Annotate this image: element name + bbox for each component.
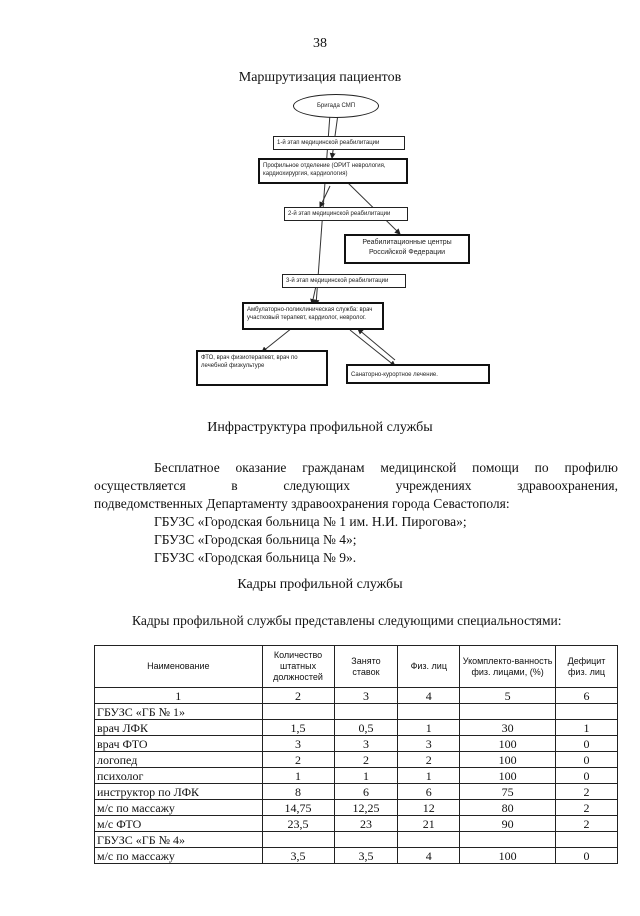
table-cell: 2 [262, 688, 334, 704]
staff-intro: Кадры профильной службы представлены следующими специальностями: [132, 613, 562, 628]
table-cell: 8 [262, 784, 334, 800]
table-cell-empty [398, 832, 460, 848]
node-outpatient: Амбулаторно-поликлиническая служба: врач участковый терапевт, кардиолог, невролог. [242, 302, 384, 330]
table-cell: 1 [262, 768, 334, 784]
table-cell: 4 [398, 688, 460, 704]
infrastructure-line-1: Бесплатное оказание гражданам медицинской помощи по профилю [154, 460, 618, 475]
table-cell-empty [262, 832, 334, 848]
node-rehab-centers: Реабилитационные центры Российской Федерации [344, 234, 470, 264]
node-stage1: 1-й этап медицинской реабилитации [273, 136, 405, 150]
table-cell: 0 [556, 736, 618, 752]
connector-outpatient-fto [262, 328, 292, 352]
node-fto: ФТО, врач физиотерапевт, врач по лечебной физкультуре [196, 350, 328, 386]
table-cell: 80 [460, 800, 556, 816]
hospital-item-3: ГБУЗС «Городская больница № 9». [154, 550, 357, 565]
table-cell: инструктор по ЛФК [95, 784, 263, 800]
table-cell-empty [460, 832, 556, 848]
table-row [95, 784, 618, 800]
table-cell-empty [556, 832, 618, 848]
table-cell: 100 [460, 752, 556, 768]
table-cell: 1 [398, 720, 460, 736]
table-cell: 0 [556, 752, 618, 768]
table-cell: 90 [460, 816, 556, 832]
hospital-item-2: ГБУЗС «Городская больница № 4»; [154, 532, 357, 547]
table-cell-empty [334, 704, 398, 720]
group-name: ГБУЗС «ГБ № 1» [95, 704, 263, 720]
table-cell: 12 [398, 800, 460, 816]
table-cell: 100 [460, 736, 556, 752]
table-cell: 5 [460, 688, 556, 704]
table-cell: 12,25 [334, 800, 398, 816]
node-sanatorium: Санаторно-курортное лечение. [346, 364, 490, 384]
table-cell: 30 [460, 720, 556, 736]
table-cell: 2 [556, 784, 618, 800]
column-number-row [95, 688, 618, 704]
table-cell: 1 [95, 688, 263, 704]
table-cell: 1 [334, 768, 398, 784]
table-cell: 2 [556, 816, 618, 832]
table-cell-empty [398, 704, 460, 720]
col-header-occupied: Занято ставок [334, 646, 398, 688]
diagram-title: Маршрутизация пациентов [238, 70, 402, 85]
col-header-positions: Количество штатных должностей [262, 646, 334, 688]
table-cell: м/с ФТО [95, 816, 263, 832]
table-cell: 14,75 [262, 800, 334, 816]
table-row [95, 848, 618, 864]
table-cell: 23,5 [262, 816, 334, 832]
node-ambulance: Бригада СМП [293, 94, 379, 118]
infrastructure-line-2: осуществляется в следующих учреждениях здравоохранения, [94, 478, 618, 493]
node-stage2: 2-й этап медицинской реабилитации [284, 207, 408, 221]
table-cell: 2 [262, 752, 334, 768]
table-cell: 3 [334, 688, 398, 704]
node-profile-dept: Профильное отделение (ОРИТ неврология, кардиохирургия, кардиология) [258, 158, 408, 184]
infrastructure-heading: Инфраструктура профильной службы [207, 420, 433, 435]
col-header-deficit: Дефицит физ. лиц [556, 646, 618, 688]
table-group-row [95, 704, 618, 720]
table-row [95, 720, 618, 736]
col-header-persons: Физ. лиц [398, 646, 460, 688]
table-row [95, 800, 618, 816]
table-cell: 3,5 [334, 848, 398, 864]
table-cell: врач ЛФК [95, 720, 263, 736]
staff-table [94, 645, 618, 864]
table-cell-empty [262, 704, 334, 720]
hospital-item-1: ГБУЗС «Городская больница № 1 им. Н.И. Пирогова»; [154, 514, 467, 529]
table-cell: 21 [398, 816, 460, 832]
col-header-name: Наименование [95, 646, 263, 688]
table-cell-empty [334, 832, 398, 848]
table-cell: 6 [556, 688, 618, 704]
col-header-staffing: Укомплекто-ванность физ. лицами, (%) [460, 646, 556, 688]
table-cell-empty [460, 704, 556, 720]
table-cell: м/с по массажу [95, 800, 263, 816]
table-cell: психолог [95, 768, 263, 784]
table-cell: 3 [334, 736, 398, 752]
table-cell: 2 [556, 800, 618, 816]
table-cell: 2 [334, 752, 398, 768]
table-cell: 3 [398, 736, 460, 752]
table-cell: 75 [460, 784, 556, 800]
table-cell: 1 [398, 768, 460, 784]
page-number: 38 [313, 36, 327, 51]
table-cell: 100 [460, 848, 556, 864]
connector-sanatorium-outpatient [358, 329, 395, 360]
table-cell: 0 [556, 768, 618, 784]
node-stage3: 3-й этап медицинской реабилитации [282, 274, 406, 288]
staff-heading: Кадры профильной службы [237, 577, 403, 592]
table-cell: 1,5 [262, 720, 334, 736]
table-group-row [95, 832, 618, 848]
table-row [95, 768, 618, 784]
table-header-row [95, 646, 618, 688]
table-cell: 1 [556, 720, 618, 736]
table-cell: 6 [334, 784, 398, 800]
table-cell: 6 [398, 784, 460, 800]
table-row [95, 736, 618, 752]
table-cell-empty [556, 704, 618, 720]
table-cell: 100 [460, 768, 556, 784]
table-cell: логопед [95, 752, 263, 768]
connector-profile-stage2 [320, 186, 330, 207]
table-row [95, 816, 618, 832]
table-cell: 2 [398, 752, 460, 768]
group-name: ГБУЗС «ГБ № 4» [95, 832, 263, 848]
table-cell: врач ФТО [95, 736, 263, 752]
table-cell: 0,5 [334, 720, 398, 736]
table-row [95, 752, 618, 768]
table-cell: 23 [334, 816, 398, 832]
infrastructure-line-3: подведомственных Департаменту здравоохранения города Севастополя: [94, 496, 510, 511]
connector-outpatient-sanatorium [350, 330, 395, 366]
table-cell: 0 [556, 848, 618, 864]
table-cell: 3,5 [262, 848, 334, 864]
table-cell: 3 [262, 736, 334, 752]
table-cell: 4 [398, 848, 460, 864]
table-cell: м/с по массажу [95, 848, 263, 864]
